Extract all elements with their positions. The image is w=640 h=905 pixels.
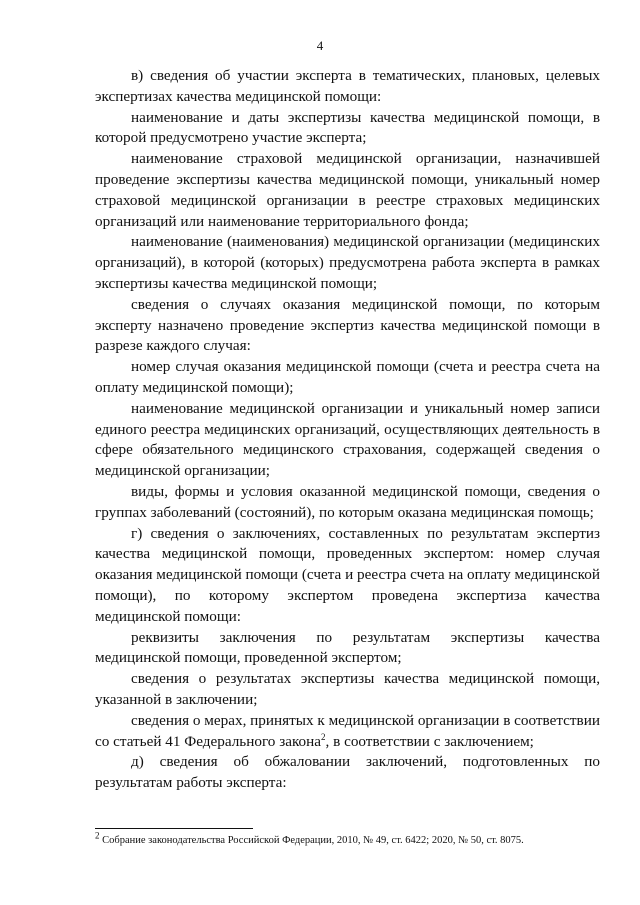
paragraph-organization-registry: наименование медицинской организации и уникальный номер записи единого реестра медицинских организаций, осуществляющих деятельность в сфере обязательного медицинского страхования, содержащей сведения о медицинской организации; [95,399,600,480]
footnote-marker: 2 [95,830,100,841]
page-number: 4 [316,38,324,53]
paragraph-conclusions: г) сведения о заключениях, составленных по результатам экспертиз качества медицинской помощи, проведенных экспертом: номер случая оказания медицинской помощи (счета и реестра счета на оплату медицинской помощи), по которому экспертом проведена экспертиза качества медицинской помощи: [95,524,600,625]
paragraph-care-cases: сведения о случаях оказания медицинской помощи, по которым эксперту назначено проведение экспертиз качества медицинской помощи в разрезе каждого случая: [95,295,600,355]
paragraph-measures [95,711,600,753]
paragraph-care-types: виды, формы и условия оказанной медицинской помощи, сведения о группах заболеваний (состояний), по которым оказана медицинская помощь; [95,482,600,521]
paragraph-insurance-organization: наименование страховой медицинской организации, назначившей проведение экспертизы качества медицинской помощи, уникальный номер страховой медицинской организации в реестре страховых медицинских организаций или наименование территориального фонда; [95,150,600,230]
paragraph-examination-results: сведения о результатах экспертизы качества медицинской помощи, указанной в заключении; [95,670,600,708]
footnote-divider [95,828,253,829]
measures-text: сведения о мерах, принятых к медицинской организации в соответствии со статьей 41 Федерального закона [95,711,600,750]
paragraph-appeals: д) сведения об обжаловании заключений, подготовленных по результатам работы эксперта: [95,753,600,792]
footnote [95,830,600,848]
footnote-reference: 2 [321,731,326,742]
paragraph-case-number: номер случая оказания медицинской помощи (счета и реестра счета на оплату медицинской помощи); [95,358,600,396]
footnote-text: Собрание законодательства Российской Федерации, 2010, № 49, ст. 6422; 2020, № 50, ст. 8075. [99,835,524,846]
paragraph-examination-name-dates: наименование и даты экспертизы качества медицинской помощи, в которой предусмотрено участие эксперта; [95,108,600,147]
paragraph-expert-participation: в) сведения об участии эксперта в тематических, плановых, целевых экспертизах качества медицинской помощи: [95,67,600,105]
measures-text-end: , в соответствии с заключением; [325,732,534,750]
paragraph-medical-organizations: наименование (наименования) медицинской организации (медицинских организаций), в которой (которых) предусмотрена работа эксперта в рамках экспертизы качества медицинской помощи; [95,233,600,292]
paragraph-conclusion-details: реквизиты заключения по результатам экспертизы качества медицинской помощи, проведенной экспертом; [95,628,600,667]
document-body [95,66,600,794]
